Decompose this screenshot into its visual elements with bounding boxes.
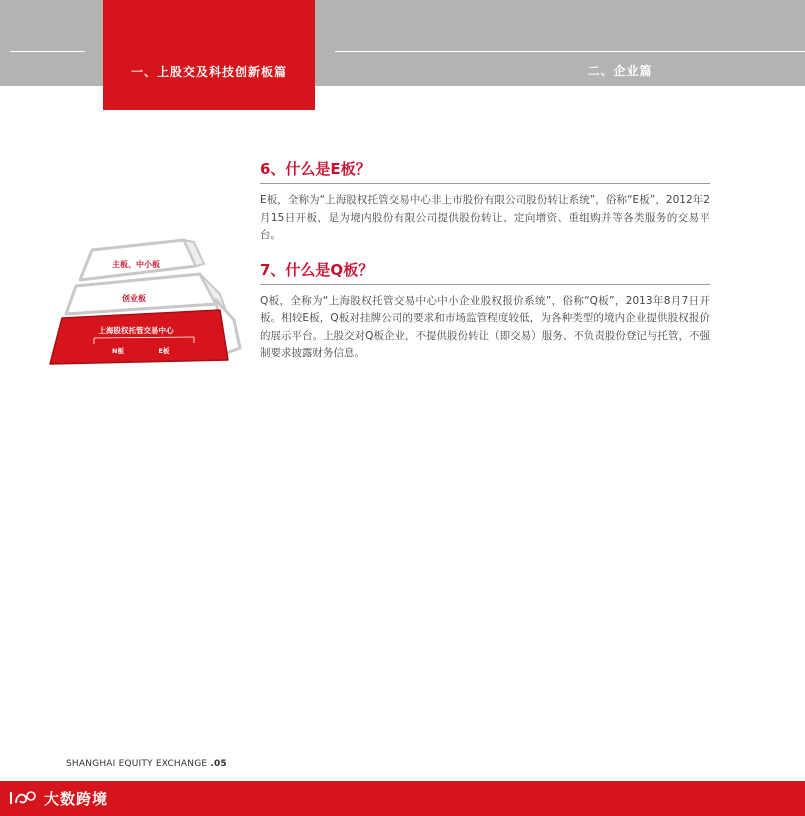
pyramid-tier-bottom bbox=[50, 310, 228, 364]
market-pyramid-diagram bbox=[44, 236, 244, 370]
brand-logo bbox=[8, 786, 108, 810]
tab-section-two-label: 二、企业篇 bbox=[587, 64, 653, 78]
faq-section-q-board bbox=[260, 259, 710, 363]
page-number: .05 bbox=[210, 759, 227, 769]
brand-mark-icon bbox=[8, 788, 38, 808]
footer-org-name: SHANGHAI EQUITY EXCHANGE bbox=[66, 759, 208, 769]
brand-name: 大数跨境 bbox=[44, 789, 109, 808]
pyramid-label-n-board: N板 bbox=[112, 347, 124, 355]
pyramid-label-bottom: 上海股权托管交易中心 bbox=[98, 326, 174, 335]
title-divider bbox=[260, 183, 710, 184]
question-title: 6、什么是E板？ bbox=[260, 160, 371, 178]
pyramid-label-e-board: E板 bbox=[158, 347, 170, 355]
footer-bar bbox=[0, 781, 805, 816]
footer-caption bbox=[66, 759, 227, 769]
question-answer: Q板，全称为“上海股权托管交易中心中小企业股权报价系统”，俗称“Q板”，2013年8月7日开板。相较E板，Q板对挂牌公司的要求和市场监管程度较低，为各种类型的境内企业提供股权报价的展示平台。上股交对Q板企业，不提供股份转让（即交易）服务、不负责股份登记与托管，不强制要求披露财务信息。 bbox=[260, 294, 710, 359]
tab-section-two[interactable] bbox=[520, 62, 720, 79]
tab-section-one-label: 一、上股交及科技创新板篇 bbox=[130, 65, 287, 79]
header-rule-left bbox=[10, 51, 85, 52]
tab-section-one[interactable] bbox=[103, 0, 315, 110]
pyramid-label-top: 主板、中小板 bbox=[112, 260, 160, 269]
header-rule-right bbox=[335, 51, 805, 52]
pyramid-label-middle: 创业板 bbox=[122, 294, 146, 303]
question-answer: E板，全称为“上海股权托管交易中心非上市股份有限公司股份转让系统”，俗称“E板”，2012年2月15日开板，是为境内股份有限公司提供股份转让、定向增资、重组购并等各类服务的交易平台。 bbox=[260, 194, 710, 241]
faq-content bbox=[260, 158, 710, 363]
faq-section-e-board bbox=[260, 158, 710, 245]
question-title: 7、什么是Q板？ bbox=[260, 260, 374, 279]
title-divider bbox=[260, 284, 710, 285]
